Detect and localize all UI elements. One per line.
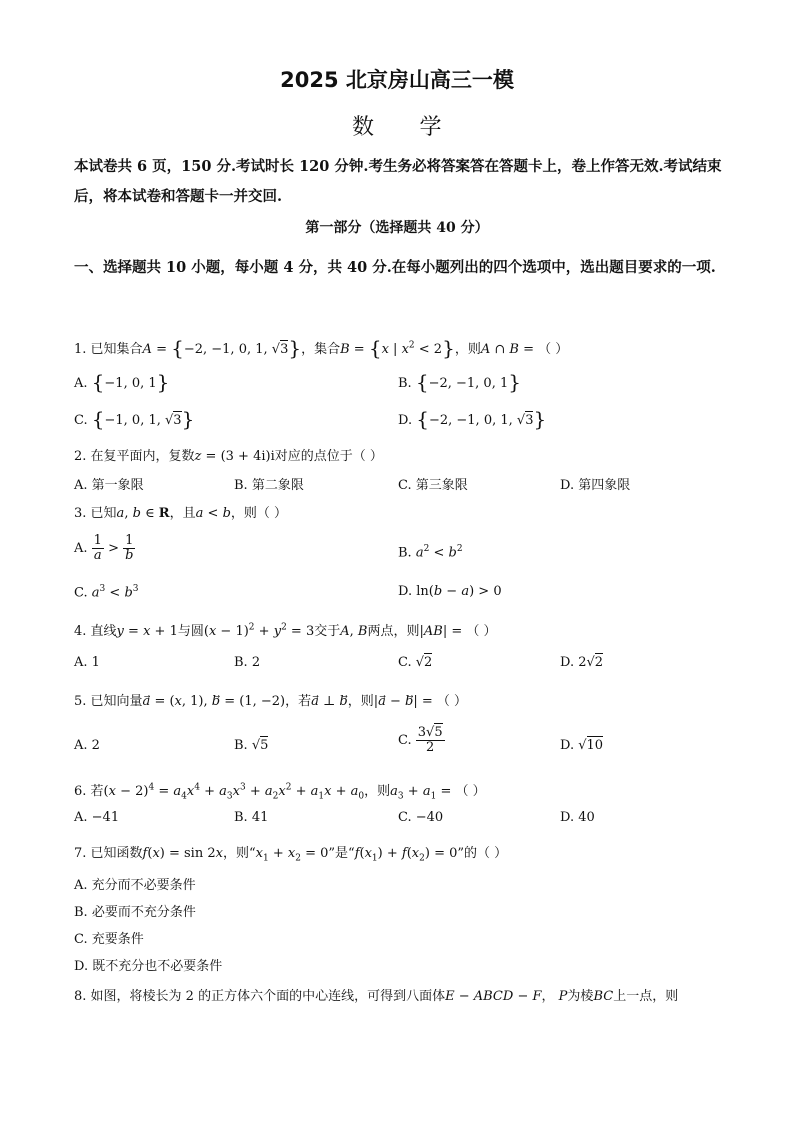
question-6-stem: 6. 若$(x - 2)^4 = a_4x^4 + a_3x^3 + a_2x^2 + a_1x + a_0$，则$a_3 + a_1$ = （ ）	[74, 782, 486, 802]
question-2-option-d: D. 第四象限	[560, 478, 631, 493]
question-7-stem: 7. 已知函数f(x) = sin 2x，则“$x_1 + x_2 = 0$”是“$f(x_1) + f(x_2) = 0$”的（ ）	[74, 846, 508, 864]
question-7-option-b: B. 必要而不充分条件	[74, 905, 196, 920]
question-2-option-b: B. 第二象限	[234, 478, 304, 493]
question-2-stem: 2. 在复平面内，复数z = (3 + 4i)i对应的点位于（ ）	[74, 449, 383, 464]
page-title: 2025 北京房山高三一模	[280, 68, 514, 92]
question-6-option-b: B. 41	[234, 810, 269, 825]
question-7-option-d: D. 既不充分也不必要条件	[74, 959, 223, 974]
question-1-option-c: C. {−1, 0, 1, √3}	[74, 407, 195, 431]
subject-title: 数 学	[352, 115, 442, 140]
question-4-stem: 4. 直线y = x + 1与圆$(x - 1)^2 + y^2 = 3$交于A, B两点，则|AB| = （ ）	[74, 622, 497, 639]
question-6-option-d: D. 40	[560, 810, 595, 825]
question-1-option-d: D. {−2, −1, 0, 1, √3}	[398, 407, 547, 431]
question-7-option-c: C. 充要条件	[74, 932, 144, 947]
question-1-option-a: A. {−1, 0, 1}	[74, 370, 170, 394]
question-4-option-c: C. √2	[398, 655, 433, 670]
question-3-option-a: A. $\frac{1}{a}$ > $\frac{1}{b}$	[74, 533, 134, 563]
question-5-stem: 5. 已知向量a⃗ = (x, 1), b⃗ = (1, −2)，若a⃗ ⊥ b，则|a⃗ − b⃗| = （ ）	[74, 694, 468, 709]
question-1-stem: 1. 已知集合A = {−2, −1, 0, 1, √3}，集合B = {x | $x^2 < 2$}，则A ∩ B = （ ）	[74, 336, 569, 360]
question-5-option-a: A. 2	[74, 738, 100, 753]
question-7-option-a: A. 充分而不必要条件	[74, 878, 196, 893]
exam-instructions: 本试卷共 6 页，150 分.考试时长 120 分钟.考生务必将答案答在答题卡上，卷上作答无效.考试结束后，将本试卷和答题卡一并交回.	[74, 158, 722, 205]
question-5-option-b: B. √5	[234, 738, 269, 753]
question-8-stem: 8. 如图，将棱长为 2 的正方体六个面的中心连线，可得到八面体E − ABCD − F， P为棱BC上一点，则	[74, 989, 679, 1004]
question-3-option-d: D. ln(b − a) > 0	[398, 584, 502, 599]
question-2-option-a: A. 第一象限	[74, 478, 144, 493]
question-5-option-c: C. $\frac{3√5}{2}$	[398, 725, 443, 755]
question-3-stem: 3. 已知a, b ∈ R，且a < b，则（ ）	[74, 506, 288, 521]
question-6-option-a: A. −41	[74, 810, 120, 825]
question-4-option-a: A. 1	[74, 655, 100, 670]
question-3-option-b: B. $a^2 < b^2$	[398, 544, 463, 561]
question-1-option-b: B. {−2, −1, 0, 1}	[398, 370, 521, 394]
question-4-option-d: D. 2√2	[560, 655, 604, 670]
section-heading: 一、选择题共 10 小题，每小题 4 分，共 40 分.在每小题列出的四个选项中，选出题目要求的一项.	[74, 259, 716, 276]
question-4-option-b: B. 2	[234, 655, 261, 670]
question-2-option-c: C. 第三象限	[398, 478, 468, 493]
question-6-option-c: C. −40	[398, 810, 444, 825]
part-heading: 第一部分（选择题共 40 分）	[305, 220, 489, 236]
question-3-option-c: C. $a^3 < b^3$	[74, 584, 139, 601]
question-5-option-d: D. √10	[560, 738, 604, 753]
